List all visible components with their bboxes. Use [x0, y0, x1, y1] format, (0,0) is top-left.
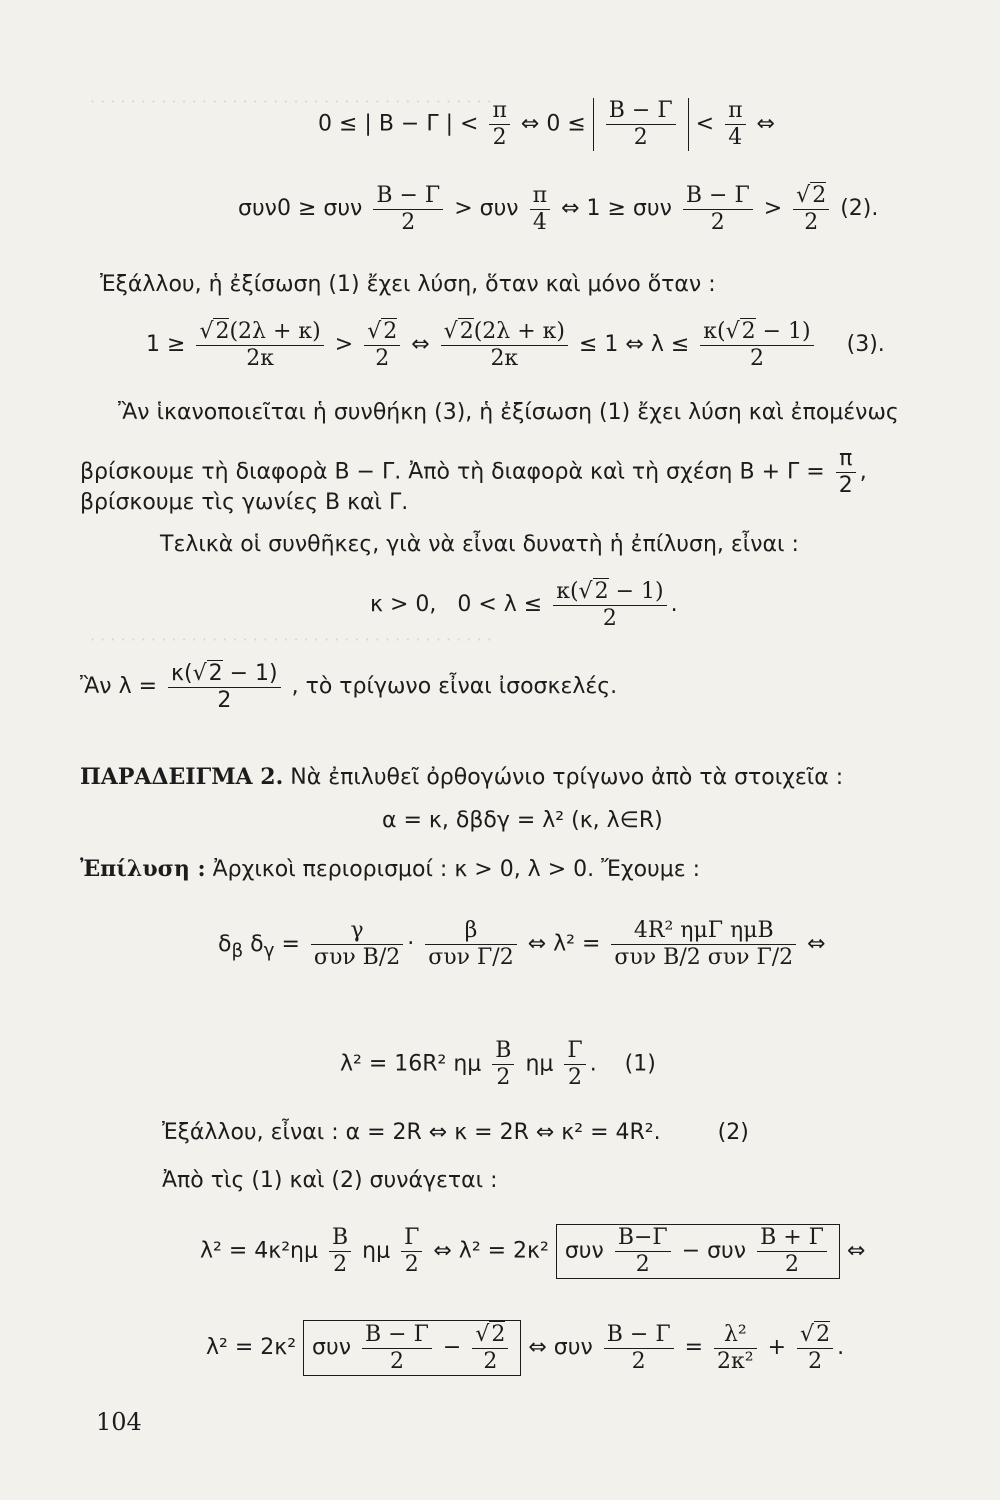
- paragraph-7: Ἀπὸ τὶς (1) καὶ (2) συνάγεται :: [162, 1168, 498, 1193]
- example-text: Νὰ ἐπιλυθεῖ ὀρθογώνιο τρίγωνο ἀπὸ τὰ στοιχεῖα :: [290, 765, 844, 790]
- formula-4: κ > 0, 0 < λ ≤ $\frac{\kappa(√2 - 1)}{2}$ .: [370, 579, 678, 631]
- paragraph-6: [162, 1118, 749, 1148]
- paragraph-3b: βρίσκουμε τὶς γωνίες B καὶ Γ.: [80, 490, 409, 515]
- paragraph-6-tag: (2): [717, 1120, 749, 1145]
- formula-8: λ² = 4κ²ημ $\frac{B}{2}$ ημ $\frac{\Gamma}{2}$ ⇔ λ² = 2κ² συν $\frac{B-\Gamma}{2}$ − συν $\frac{B + \Gamma}{2}$ ⇔: [200, 1225, 866, 1277]
- paragraph-5-tail: , τὸ τρίγωνο εἶναι ἰσοσκελές.: [291, 674, 618, 699]
- formula-5: α = κ, δβδγ = λ² (κ, λ∈R): [382, 808, 663, 833]
- formula-1: 0 ≤ | B − Γ | < $\frac{\pi}{2}$ ⇔ 0 ≤ $\frac{B - \Gamma}{2}$ < $\frac{\pi}{4}$ ⇔: [318, 98, 775, 150]
- paragraph-4: Τελικὰ οἱ συνθῆκες, γιὰ νὰ εἶναι δυνατὴ ἡ ἐπίλυση, εἶναι :: [160, 532, 799, 557]
- paragraph-5: Ἂν λ = $\frac{\kappa(√2 - 1)}{2}$ , τὸ τρίγωνο εἶναι ἰσοσκελές.: [80, 661, 618, 713]
- paragraph-2: Ἂν ἱκανοποιεῖται ἡ συνθήκη (3), ἡ ἐξίσωση (1) ἔχει λύση καὶ ἐπομένως: [118, 400, 899, 425]
- paragraph-6-text: Ἐξάλλου, εἶναι : α = 2R ⇔ κ = 2R ⇔ κ² = 4R².: [162, 1120, 661, 1145]
- show-through-text: · · · · · · · · · · · · · · · · · · · · · · · · · · · · · · · · · · · · · · · ·: [90, 92, 492, 111]
- example-line: [80, 762, 843, 793]
- paragraph-3-text: βρίσκουμε τὴ διαφορὰ B − Γ. Ἀπὸ τὴ διαφορὰ καὶ τὴ σχέση B + Γ =: [80, 459, 825, 485]
- example-heading: ΠΑΡΑΔΕΙΓΜΑ 2.: [80, 764, 284, 790]
- paragraph-5-lead: Ἂν λ =: [80, 674, 158, 699]
- solution-text: Ἀρχικοὶ περιορισμοί : κ > 0, λ > 0. Ἔχουμε :: [212, 857, 701, 882]
- paragraph-1: Ἐξάλλου, ἡ ἐξίσωση (1) ἔχει λύση, ὅταν καὶ μόνο ὅταν :: [100, 272, 716, 297]
- solution-heading: Ἐπίλυση :: [80, 856, 206, 882]
- formula-3: 1 ≥ $\frac{√2(2\lambda + \kappa)}{2\kappa}$ > $\frac{√2}{2}$ ⇔ $\frac{√2(2\lambda + \kappa)}{2\kappa}$ ≤ 1 ⇔ λ ≤ $\frac{\kappa(√2 - 1)}{2}$ (3).: [146, 319, 885, 371]
- page-number: 104: [96, 1408, 142, 1436]
- paragraph-3: βρίσκουμε τὴ διαφορὰ B − Γ. Ἀπὸ τὴ διαφορὰ καὶ τὴ σχέση B + Γ = $\frac{\pi}{2}$ ,: [80, 446, 867, 498]
- formula-9: λ² = 2κ² συν $\frac{B - \Gamma}{2}$ − $\frac{√2}{2}$ ⇔ συν $\frac{B - \Gamma}{2}$ = $\frac{\text{λ²}}{\text{2κ²}}$ + $\frac{√2}{2}$ .: [206, 1321, 845, 1374]
- formula-2: συν0 ≥ συν $\frac{B - \Gamma}{2}$ > συν $\frac{\pi}{4}$ ⇔ 1 ≥ συν $\frac{B - \Gamma}{2}$ > $\frac{√2}{2}$ (2).: [238, 182, 879, 235]
- show-through-text: · · · · · · · · · · · · · · · · · · · · · · · · · · · · · · · · · · · · · · · ·: [90, 630, 492, 649]
- formula-7: λ² = 16R² ημ $\frac{B}{2}$ ημ $\frac{\Gamma}{2}$ . (1): [340, 1038, 656, 1090]
- formula-6: $\delta_\beta$ $\delta_\gamma$ = $\frac{\gamma}{\text{συν B/2}}$ · $\frac{\beta}{\text{συν Γ/2}}$ ⇔ λ² = $\frac{\text{4R² ημΓ ημB}}{\text{συν B/2 συν Γ/2}}$ ⇔: [218, 918, 826, 970]
- solution-line: [80, 854, 700, 885]
